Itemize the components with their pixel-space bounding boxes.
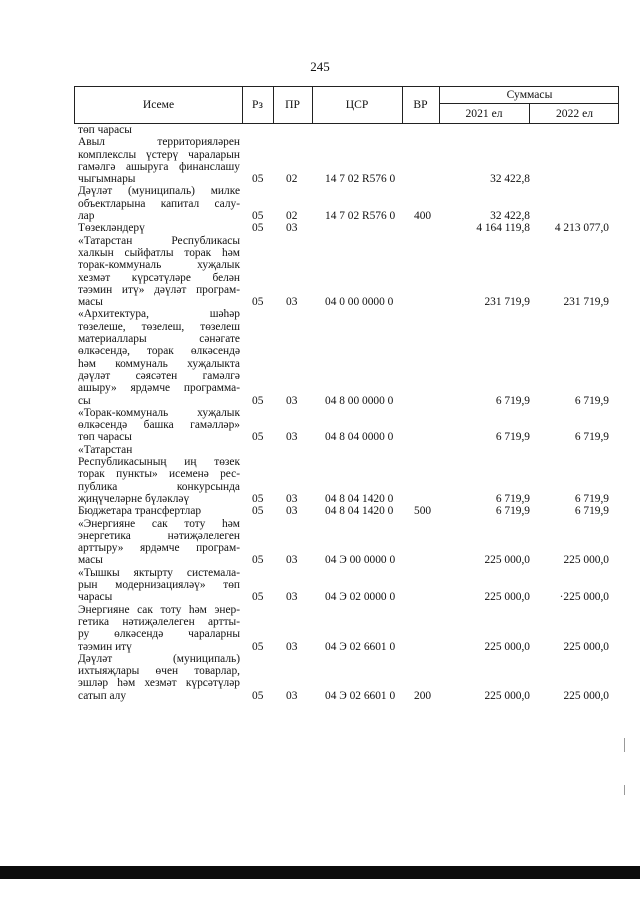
- header-year-2021: 2021 ел: [465, 107, 503, 120]
- row-name-line: ашыру» ярдәмче программа-: [78, 382, 240, 395]
- scan-mark: [624, 785, 625, 795]
- cell-rz: 05: [252, 394, 264, 407]
- cell-s2021: 32 422,8: [490, 210, 530, 223]
- cell-pr: 03: [286, 296, 298, 309]
- cell-pr: 03: [286, 640, 298, 653]
- table-row: [0, 567, 640, 604]
- row-name-line: һәм коммуналь хуҗалыкта: [78, 357, 240, 370]
- row-name-line: «Тышкы яктырту системала-: [78, 566, 240, 579]
- row-name-line: Төзекләндерү: [78, 222, 145, 235]
- row-name-line: чарасы: [78, 591, 113, 604]
- cell-rz: 05: [252, 173, 264, 186]
- cell-pr: 03: [286, 591, 298, 604]
- cell-vr: 200: [414, 689, 432, 702]
- cell-s2021: 6 719,9: [495, 492, 530, 505]
- row-name-line: лар: [78, 210, 95, 223]
- row-name-line: сатып алу: [78, 689, 127, 702]
- row-name-line: ихтыяҗлары өчен товарлар,: [78, 665, 240, 678]
- cell-csr: 04 8 04 1420 0: [325, 492, 394, 505]
- cell-s2021: 225 000,0: [484, 640, 530, 653]
- cell-csr: 04 8 04 1420 0: [325, 505, 394, 518]
- cell-csr: 04 Э 02 6601 0: [325, 689, 396, 702]
- row-name: [78, 124, 240, 136]
- cell-csr: 04 8 04 0000 0: [325, 431, 394, 444]
- cell-rz: 05: [252, 296, 264, 309]
- header-name: Исеме: [142, 98, 175, 111]
- row-name: [78, 567, 240, 604]
- cell-s2022: ·225 000,0: [559, 591, 609, 604]
- row-name: [78, 222, 240, 234]
- row-name-line: тәэмин итү» дәүләт програм-: [78, 283, 240, 296]
- row-name-line: «Торак-коммуналь хуҗалык: [78, 406, 240, 419]
- cell-rz: 05: [252, 431, 264, 444]
- row-name: [78, 407, 240, 444]
- cell-rz: 05: [252, 505, 264, 518]
- row-name-line: төп чарасы: [78, 124, 132, 136]
- row-name: [78, 136, 240, 185]
- row-name: [78, 653, 240, 702]
- cell-s2021: 4 164 119,8: [476, 222, 530, 235]
- row-name-line: халкын сыйфатлы торак һәм: [78, 246, 240, 259]
- row-name-line: масы: [78, 554, 103, 567]
- row-name-line: сы: [78, 394, 91, 407]
- row-name-line: материаллары сәнәгате: [78, 333, 240, 346]
- cell-s2022: 225 000,0: [563, 554, 609, 567]
- row-name-line: дәүләт сәясәтен гамәлгә: [78, 369, 240, 382]
- row-name: [78, 518, 240, 567]
- cell-pr: 02: [286, 173, 298, 186]
- cell-pr: 03: [286, 554, 298, 567]
- cell-s2021: 225 000,0: [484, 591, 530, 604]
- row-name-line: Республикасының иң төзек: [78, 456, 240, 469]
- cell-s2022: 4 213 077,0: [554, 222, 609, 235]
- cell-pr: 03: [286, 431, 298, 444]
- cell-s2022: 6 719,9: [574, 394, 609, 407]
- cell-s2022: 231 719,9: [563, 296, 609, 309]
- cell-s2022: 6 719,9: [574, 505, 609, 518]
- header-year-2022: 2022 ел: [555, 107, 594, 120]
- scan-mark: [624, 738, 625, 752]
- row-name-line: «Татарстан: [78, 443, 133, 456]
- row-name-line: масы: [78, 296, 103, 309]
- row-name-line: чыгымнары: [78, 173, 136, 186]
- cell-rz: 05: [252, 591, 264, 604]
- header-pr: ПР: [285, 98, 300, 111]
- row-name-line: торак пункты» исеменә рес-: [78, 468, 240, 481]
- row-name-line: объектларына капитал салу-: [78, 197, 240, 210]
- header-csr: ЦСР: [345, 98, 369, 111]
- header-rz: Рз: [251, 98, 264, 111]
- table-row: [0, 505, 640, 517]
- table-row: [0, 653, 640, 702]
- row-name-line: «Энергияне сак тоту һәм: [78, 517, 240, 530]
- row-name-line: гамәлгә ашыруга финанслашу: [78, 160, 240, 173]
- row-name-line: хезмәт күрсәтүләре белән: [78, 271, 240, 284]
- table-row: [0, 308, 640, 406]
- cell-csr: 04 Э 02 6601 0: [325, 640, 396, 653]
- row-name-line: рын модернизацияләү» төп: [78, 579, 240, 592]
- cell-pr: 03: [286, 492, 298, 505]
- cell-vr: 500: [414, 505, 432, 518]
- cell-rz: 05: [252, 554, 264, 567]
- cell-rz: 05: [252, 640, 264, 653]
- row-name: [78, 185, 240, 222]
- row-name-line: төп чарасы: [78, 431, 132, 444]
- row-name-line: «Татарстан Республикасы: [78, 234, 240, 247]
- row-name-line: Бюджетара трансфертлар: [78, 505, 202, 518]
- table-body: [0, 124, 640, 702]
- cell-s2021: 225 000,0: [484, 689, 530, 702]
- cell-s2022: 6 719,9: [574, 492, 609, 505]
- row-name: [78, 604, 240, 653]
- table-row: [0, 235, 640, 309]
- cell-rz: 05: [252, 210, 264, 223]
- row-name-line: өлкәсендә, торак өлкәсендә: [78, 345, 240, 358]
- row-name-line: комплекслы үстерү чараларын: [78, 148, 240, 161]
- cell-s2021: 231 719,9: [484, 296, 530, 309]
- row-name: [78, 235, 240, 309]
- row-name-line: гетика нәтиҗәлелеген артты-: [78, 615, 240, 628]
- table-row: [0, 185, 640, 222]
- table-row: [0, 604, 640, 653]
- cell-csr: 04 Э 02 0000 0: [325, 591, 396, 604]
- cell-pr: 03: [286, 394, 298, 407]
- cell-csr: 04 0 00 0000 0: [325, 296, 394, 309]
- cell-rz: 05: [252, 689, 264, 702]
- cell-rz: 05: [252, 492, 264, 505]
- cell-vr: 400: [414, 210, 432, 223]
- cell-s2021: 6 719,9: [495, 431, 530, 444]
- cell-s2022: 225 000,0: [563, 640, 609, 653]
- cell-pr: 03: [286, 505, 298, 518]
- row-name-line: Энергияне сак тоту һәм энер-: [78, 603, 240, 616]
- cell-s2021: 6 719,9: [495, 394, 530, 407]
- cell-s2022: 6 719,9: [574, 431, 609, 444]
- table-row: [0, 518, 640, 567]
- cell-pr: 02: [286, 210, 298, 223]
- row-name-line: Авыл территорияләрен: [78, 136, 240, 149]
- cell-rz: 05: [252, 222, 264, 235]
- scan-border: [0, 866, 640, 879]
- header-vr: ВР: [413, 98, 428, 111]
- table-row: [0, 407, 640, 444]
- table-row: [0, 124, 640, 136]
- row-name: [78, 505, 240, 517]
- cell-pr: 03: [286, 689, 298, 702]
- table-row: [0, 136, 640, 185]
- page-number: 245: [310, 59, 330, 74]
- row-name-line: Дәүләт (муниципаль): [78, 652, 240, 665]
- row-name-line: төзелеше, төзелеш, төзелеш: [78, 320, 240, 333]
- cell-csr: 04 8 00 0000 0: [325, 394, 394, 407]
- row-name-line: арттыру» ярдәмче програм-: [78, 542, 240, 555]
- cell-csr: 14 7 02 R576 0: [325, 210, 396, 223]
- cell-csr: 14 7 02 R576 0: [325, 173, 396, 186]
- row-name-line: җиңүчеләрне бүләкләү: [78, 492, 190, 505]
- cell-s2021: 6 719,9: [495, 505, 530, 518]
- row-name-line: ру өлкәсендә чараларны: [78, 628, 240, 641]
- row-name-line: публика конкурсында: [78, 480, 240, 493]
- cell-s2021: 32 422,8: [490, 173, 530, 186]
- row-name-line: энергетика нәтиҗәлелеген: [78, 529, 240, 542]
- cell-s2022: 225 000,0: [563, 689, 609, 702]
- row-name-line: тәэмин итү: [78, 640, 132, 653]
- row-name-line: «Архитектура, шәһәр: [78, 308, 240, 321]
- row-name-line: торак-коммуналь хуҗалык: [78, 259, 240, 272]
- cell-csr: 04 Э 00 0000 0: [325, 554, 396, 567]
- row-name-line: эшләр һәм хезмәт күрсәтүләр: [78, 677, 240, 690]
- table-row: [0, 444, 640, 506]
- cell-pr: 03: [286, 222, 298, 235]
- row-name: [78, 308, 240, 406]
- table-header: [74, 86, 619, 124]
- cell-s2021: 225 000,0: [484, 554, 530, 567]
- row-name-line: өлкәсендә башка гамәлләр»: [78, 419, 240, 432]
- row-name-line: Дәүләт (муниципаль) милке: [78, 185, 240, 198]
- table-row: [0, 222, 640, 234]
- header-sums: Суммасы: [506, 88, 553, 101]
- row-name: [78, 444, 240, 505]
